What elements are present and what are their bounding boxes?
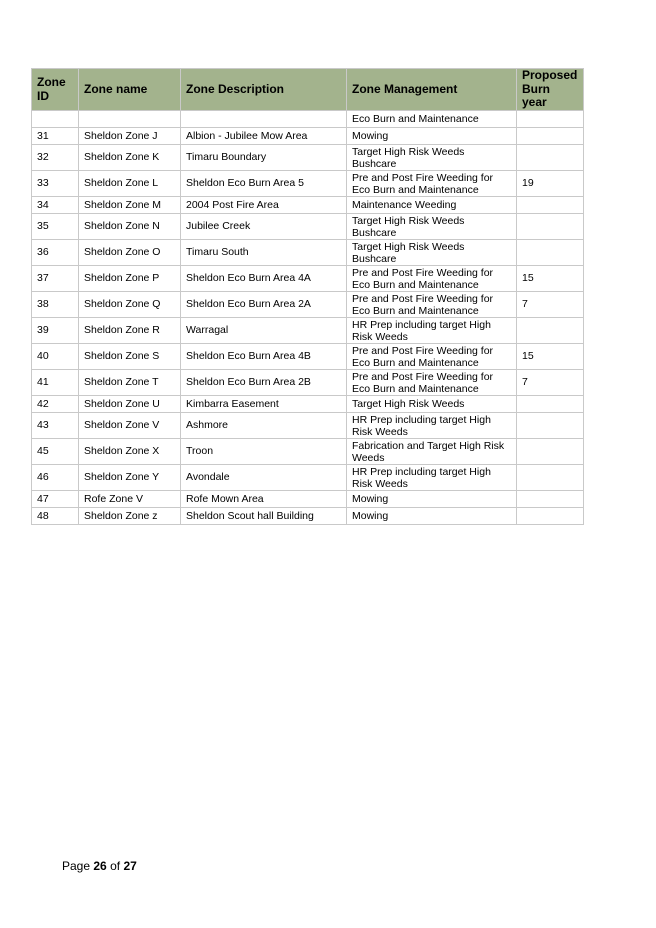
cell-zone-name: Sheldon Zone z [79,508,181,525]
cell-zone-management: Pre and Post Fire Weeding for Eco Burn and Maintenance [347,266,517,292]
cell-zone-name: Sheldon Zone K [79,145,181,171]
header-proposed-burn-year: Proposed Burn year [517,69,584,111]
cell-zone-description: Sheldon Eco Burn Area 4B [181,344,347,370]
header-zone-id: Zone ID [32,69,79,111]
cell-zone-management: Target High Risk Weeds Bushcare [347,214,517,240]
cell-zone-description: Sheldon Eco Burn Area 2B [181,370,347,396]
cell-zone-management: Mowing [347,491,517,508]
cell-zone-id: 40 [32,344,79,370]
cell-zone-id: 34 [32,197,79,214]
cell-burn-year [517,465,584,491]
cell-burn-year [517,111,584,128]
cell-burn-year: 7 [517,370,584,396]
cell-zone-id: 37 [32,266,79,292]
cell-zone-name: Sheldon Zone N [79,214,181,240]
cell-burn-year [517,145,584,171]
cell-zone-management: Maintenance Weeding [347,197,517,214]
cell-zone-management: HR Prep including target High Risk Weeds [347,465,517,491]
cell-zone-name: Sheldon Zone S [79,344,181,370]
cell-zone-management: Pre and Post Fire Weeding for Eco Burn and Maintenance [347,171,517,197]
cell-zone-description: Troon [181,439,347,465]
cell-zone-description: Warragal [181,318,347,344]
cell-zone-name: Sheldon Zone J [79,128,181,145]
footer-current-page: 26 [93,859,107,873]
table-row [32,370,584,396]
cell-burn-year [517,413,584,439]
table-row [32,292,584,318]
cell-zone-management: Pre and Post Fire Weeding for Eco Burn and Maintenance [347,344,517,370]
cell-zone-description: Timaru South [181,240,347,266]
cell-zone-management: Target High Risk Weeds Bushcare [347,145,517,171]
cell-zone-description: Kimbarra Easement [181,396,347,413]
table-row [32,240,584,266]
cell-burn-year [517,491,584,508]
cell-zone-id: 41 [32,370,79,396]
table-row [32,145,584,171]
cell-zone-id: 47 [32,491,79,508]
table-row [32,465,584,491]
cell-zone-description: Avondale [181,465,347,491]
cell-zone-name: Sheldon Zone M [79,197,181,214]
header-zone-description: Zone Description [181,69,347,111]
cell-zone-name: Sheldon Zone T [79,370,181,396]
table-row [32,128,584,145]
table-row [32,266,584,292]
cell-burn-year: 19 [517,171,584,197]
cell-zone-management: Mowing [347,128,517,145]
cell-zone-id: 33 [32,171,79,197]
table-row [32,171,584,197]
cell-zone-description: Sheldon Eco Burn Area 5 [181,171,347,197]
footer-of-word: of [110,859,121,873]
table-row [32,214,584,240]
table-row [32,111,584,128]
cell-burn-year [517,508,584,525]
cell-zone-management: Pre and Post Fire Weeding for Eco Burn and Maintenance [347,292,517,318]
cell-burn-year [517,214,584,240]
cell-burn-year [517,240,584,266]
cell-zone-name: Sheldon Zone O [79,240,181,266]
cell-zone-description: 2004 Post Fire Area [181,197,347,214]
cell-burn-year: 7 [517,292,584,318]
table-row [32,344,584,370]
cell-zone-id: 45 [32,439,79,465]
cell-burn-year: 15 [517,344,584,370]
cell-zone-name: Sheldon Zone P [79,266,181,292]
cell-zone-name [79,111,181,128]
cell-burn-year [517,128,584,145]
cell-burn-year [517,318,584,344]
page-footer [62,859,137,873]
cell-zone-name: Sheldon Zone V [79,413,181,439]
table-row [32,197,584,214]
cell-zone-id: 42 [32,396,79,413]
cell-zone-management: Pre and Post Fire Weeding for Eco Burn and Maintenance [347,370,517,396]
cell-zone-management: Target High Risk Weeds [347,396,517,413]
table-header-row [32,69,584,111]
cell-zone-description: Sheldon Scout hall Building [181,508,347,525]
cell-zone-name: Sheldon Zone U [79,396,181,413]
cell-zone-description: Albion - Jubilee Mow Area [181,128,347,145]
table-row [32,508,584,525]
header-zone-management: Zone Management [347,69,517,111]
cell-zone-name: Sheldon Zone Q [79,292,181,318]
cell-zone-name: Sheldon Zone L [79,171,181,197]
table-row [32,396,584,413]
cell-zone-name: Sheldon Zone Y [79,465,181,491]
cell-zone-management: Target High Risk Weeds Bushcare [347,240,517,266]
footer-total-pages: 27 [123,859,137,873]
table-body [32,111,584,525]
cell-zone-management: Eco Burn and Maintenance [347,111,517,128]
footer-page-word: Page [62,859,91,873]
header-zone-name: Zone name [79,69,181,111]
cell-zone-description: Timaru Boundary [181,145,347,171]
cell-zone-description: Sheldon Eco Burn Area 2A [181,292,347,318]
zone-table [31,68,584,525]
cell-burn-year: 15 [517,266,584,292]
cell-burn-year [517,396,584,413]
cell-burn-year [517,197,584,214]
cell-zone-management: HR Prep including target High Risk Weeds [347,413,517,439]
cell-zone-management: Fabrication and Target High Risk Weeds [347,439,517,465]
table-row [32,439,584,465]
cell-zone-description: Rofe Mown Area [181,491,347,508]
cell-zone-id: 32 [32,145,79,171]
table-row [32,491,584,508]
cell-zone-description: Sheldon Eco Burn Area 4A [181,266,347,292]
table-row [32,413,584,439]
table-row [32,318,584,344]
cell-zone-id [32,111,79,128]
cell-zone-description [181,111,347,128]
cell-zone-id: 48 [32,508,79,525]
cell-zone-name: Sheldon Zone R [79,318,181,344]
cell-zone-id: 36 [32,240,79,266]
cell-zone-management: Mowing [347,508,517,525]
cell-zone-id: 31 [32,128,79,145]
cell-zone-management: HR Prep including target High Risk Weeds [347,318,517,344]
cell-zone-id: 35 [32,214,79,240]
cell-zone-id: 46 [32,465,79,491]
cell-zone-id: 38 [32,292,79,318]
cell-zone-name: Sheldon Zone X [79,439,181,465]
cell-zone-id: 39 [32,318,79,344]
cell-zone-description: Jubilee Creek [181,214,347,240]
cell-burn-year [517,439,584,465]
cell-zone-name: Rofe Zone V [79,491,181,508]
cell-zone-description: Ashmore [181,413,347,439]
cell-zone-id: 43 [32,413,79,439]
